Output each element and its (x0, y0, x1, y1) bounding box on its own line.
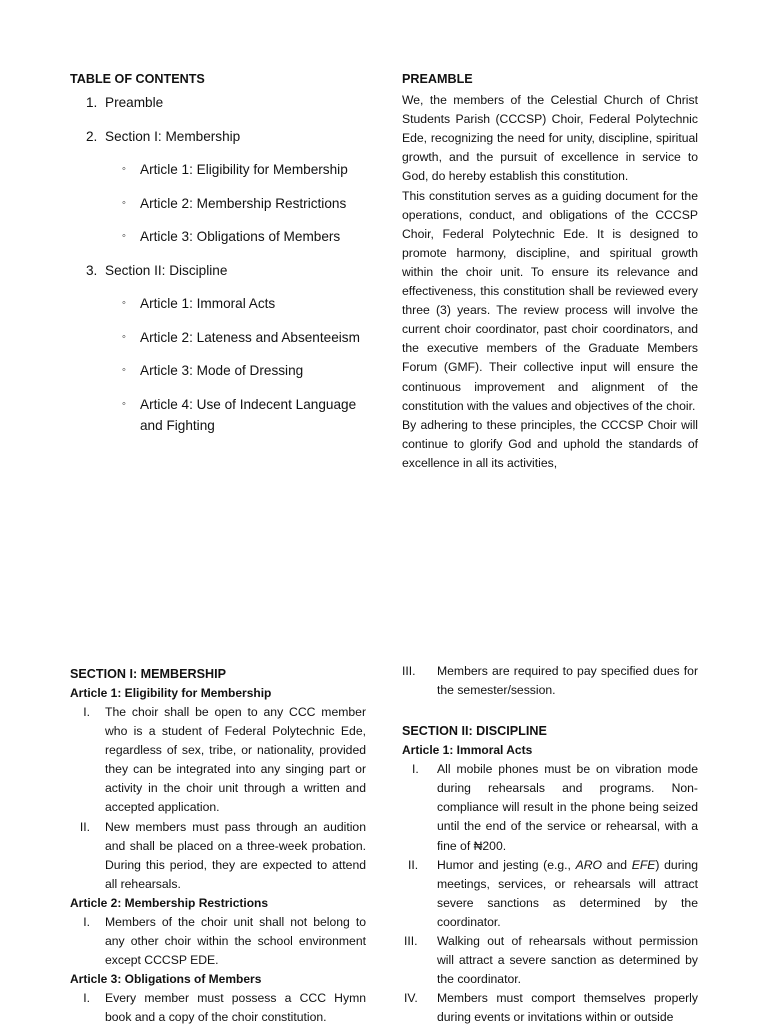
toc-entry-label: Preamble (105, 95, 164, 111)
preamble-title: PREAMBLE (402, 72, 473, 86)
toc-subentry[interactable] (70, 360, 370, 381)
list-item: I. All mobile phones must be on vibration mode during rehearsals and programs. Non-compliance will result in the phone being seized until the end of the service or rehearsal, with a fine of ₦200. (412, 762, 698, 853)
circle-bullet-icon: ◦ (122, 397, 126, 410)
toc-subentry-label: Article 1: Immoral Acts (140, 296, 276, 312)
toc-subentry-label: Article 1: Eligibility for Membership (140, 162, 348, 178)
toc-entry-label: Section II: Discipline (105, 262, 228, 278)
list-item: IV. Members must comport themselves properly during events or invitations within or outside (404, 991, 698, 1025)
section-title: SECTION I: MEMBERSHIP (70, 667, 227, 681)
section-membership (70, 664, 366, 1027)
toc-subentry[interactable] (70, 293, 370, 314)
list-item: II. New members must pass through an audition and shall be placed on a three-week probation. During this period, they are expected to attend all rehearsals. (79, 819, 366, 891)
article-title: Article 1: Eligibility for Membership (70, 686, 272, 700)
circle-bullet-icon: ◦ (122, 330, 126, 343)
article-title: Article 1: Immoral Acts (402, 743, 533, 758)
toc-subentry-label: Article 2: Lateness and Absenteeism (140, 329, 360, 345)
list-item: I. Every member must possess a CCC Hymn book and a copy of the choir constitution. (83, 991, 366, 1025)
toc-title: TABLE OF CONTENTS (70, 72, 205, 86)
circle-bullet-icon: ◦ (122, 297, 126, 310)
circle-bullet-icon: ◦ (122, 230, 126, 243)
section-title: SECTION II: DISCIPLINE (402, 724, 547, 739)
article-title: Article 3: Obligations of Members (70, 972, 262, 987)
toc-subentry-label: Article 3: Mode of Dressing (140, 363, 304, 379)
toc-entry[interactable]: 2. Section I: Membership (86, 128, 241, 144)
list-item: I. The choir shall be open to any CCC member who is a student of Federal Polytechnic Ede, regardless of sex, tribe, or nationality, provided they can be integrated into any singing part or activity in the choir unit through a written and accepted application. (83, 705, 366, 815)
toc-entry-label: Section I: Membership (105, 128, 241, 144)
toc-subentry-label: Article 2: Membership Restrictions (140, 195, 347, 211)
list-item: II. Humor and jesting (e.g., ARO and EFE) during meetings, services, or rehearsals will attract severe sanctions as determined by the coordinator. (408, 857, 699, 929)
list-item: I. Members of the choir unit shall not belong to any other choir within the school environment except CCCSP EDE. (83, 914, 366, 968)
list-item: III. Walking out of rehearsals without permission will attract a severe sanction as determined by the coordinator. (404, 934, 698, 987)
article-title: Article 2: Membership Restrictions (70, 895, 269, 910)
preamble (402, 70, 698, 473)
toc-subentry[interactable] (70, 159, 370, 180)
list-item: III. Members are required to pay specified dues for the semester/session. (402, 664, 698, 698)
circle-bullet-icon: ◦ (122, 163, 126, 176)
toc-subentry[interactable] (70, 394, 370, 436)
preamble-paragraph: By adhering to these principles, the CCCSP Choir will continue to glorify God and uphold the standards of excellence in all its activities, (402, 417, 698, 470)
toc-subentry-label: Article 4: Use of Indecent Language and Fighting (140, 396, 357, 433)
section-discipline-column (402, 662, 698, 1028)
toc-entry[interactable]: 3. Section II: Discipline (86, 262, 228, 278)
preamble-paragraph: We, the members of the Celestial Church of Christ Students Parish (CCCSP) Choir, Federal Polytechnic Ede, recognizing the need for unity, discipline, spiritual growth, and the pursuit of excellence in service to God, do hereby establish this constitution. (402, 93, 698, 184)
toc-subentry-label: Article 3: Obligations of Members (140, 229, 341, 245)
toc-subentry[interactable] (70, 226, 370, 247)
table-of-contents (70, 70, 370, 448)
preamble-paragraph: This constitution serves as a guiding document for the operations, conduct, and obligations of the CCCSP Choir, Federal Polytechnic Ede. It is designed to promote harmony, discipline, and spiritual growth within the choir unit. To ensure its relevance and effectiveness, this constitution shall be reviewed every three (3) years. The review process will involve the current choir coordinator, past choir coordinators, and the executive members of the Graduate Members Forum (GMF). Their collective input will ensure the continuous improvement and alignment of the constitution with the values and objectives of the choir. (402, 188, 698, 413)
toc-subentry[interactable] (70, 193, 370, 214)
toc-entry[interactable]: 1. Preamble (86, 95, 164, 111)
toc-subentry[interactable] (70, 327, 370, 348)
toc-list (70, 92, 370, 436)
circle-bullet-icon: ◦ (122, 364, 126, 377)
circle-bullet-icon: ◦ (122, 196, 126, 209)
